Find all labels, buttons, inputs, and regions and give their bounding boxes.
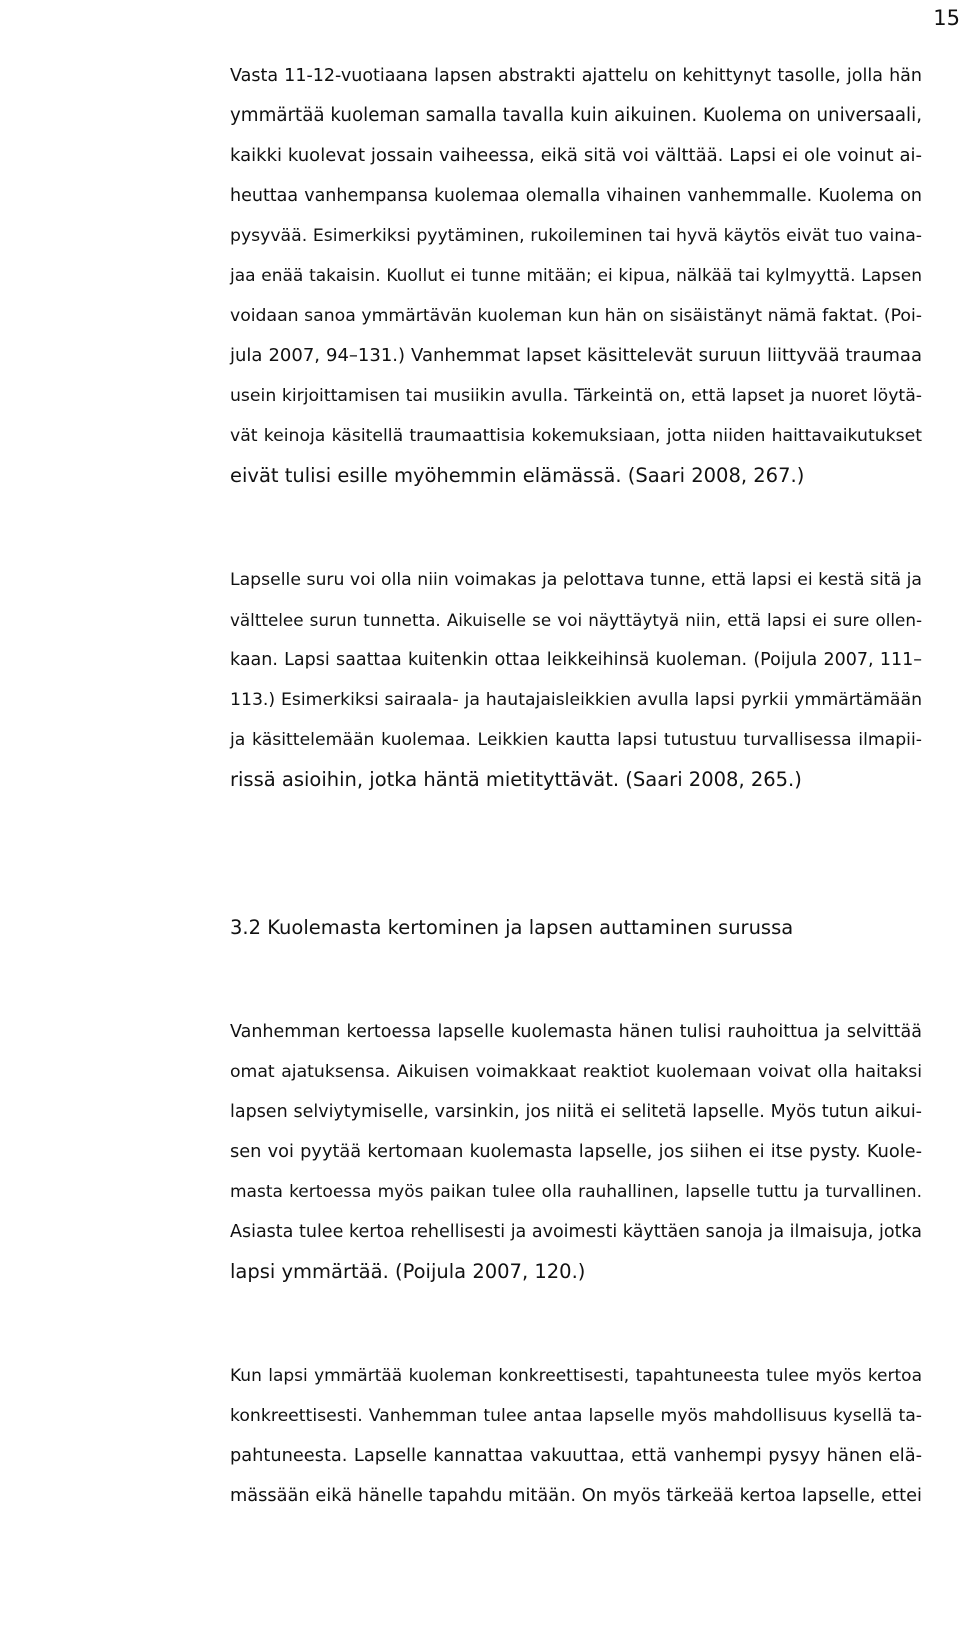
page-number: 15 [933, 6, 960, 30]
paragraph-1-line-4: heuttaa vanhempansa kuolemaa olemalla vihainen vanhemmalle. Kuolema on [230, 186, 922, 206]
paragraph-2-line-3: kaan. Lapsi saattaa kuitenkin ottaa leikkeihinsä kuoleman. (Poijula 2007, 111– [230, 650, 922, 670]
paragraph-3-line-4: sen voi pyytää kertomaan kuolemasta lapselle, jos siihen ei itse pysty. Kuole- [230, 1142, 922, 1162]
paragraph-3-line-6: Asiasta tulee kertoa rehellisesti ja avoimesti käyttäen sanoja ja ilmaisuja, jotka [230, 1222, 922, 1242]
paragraph-1-line-1: Vasta 11-12-vuotiaana lapsen abstrakti ajattelu on kehittynyt tasolle, jolla hän [230, 66, 922, 86]
paragraph-3-line-3: lapsen selviytymiselle, varsinkin, jos niitä ei selitetä lapselle. Myös tutun aikui- [230, 1102, 922, 1122]
paragraph-4-line-1: Kun lapsi ymmärtää kuoleman konkreettisesti, tapahtuneesta tulee myös kertoa [230, 1366, 922, 1386]
paragraph-3-line-7: lapsi ymmärtää. (Poijula 2007, 120.) [230, 1260, 586, 1283]
paragraph-1-line-7: voidaan sanoa ymmärtävän kuoleman kun hän on sisäistänyt nämä faktat. (Poi- [230, 306, 922, 326]
paragraph-3-line-1: Vanhemman kertoessa lapselle kuolemasta hänen tulisi rauhoittua ja selvittää [230, 1022, 922, 1042]
section-heading: 3.2 Kuolemasta kertominen ja lapsen auttaminen surussa [230, 916, 794, 939]
paragraph-2-line-2: välttelee surun tunnetta. Aikuiselle se voi näyttäytyä niin, että lapsi ei sure ollen- [230, 610, 922, 630]
paragraph-4-line-4: mässään eikä hänelle tapahdu mitään. On myös tärkeää kertoa lapselle, ettei [230, 1486, 922, 1506]
paragraph-1-line-3: kaikki kuolevat jossain vaiheessa, eikä sitä voi välttää. Lapsi ei ole voinut ai- [230, 145, 922, 166]
paragraph-3-line-2: omat ajatuksensa. Aikuisen voimakkaat reaktiot kuolemaan voivat olla haitaksi [230, 1062, 922, 1082]
paragraph-4-line-2: konkreettisesti. Vanhemman tulee antaa lapselle myös mahdollisuus kysellä ta- [230, 1406, 922, 1426]
paragraph-1-line-11: eivät tulisi esille myöhemmin elämässä. (Saari 2008, 267.) [230, 464, 805, 487]
paragraph-3-line-5: masta kertoessa myös paikan tulee olla rauhallinen, lapselle tuttu ja turvallinen. [230, 1182, 922, 1202]
paragraph-1-line-2: ymmärtää kuoleman samalla tavalla kuin aikuinen. Kuolema on universaali, [230, 105, 922, 126]
paragraph-1-line-8: jula 2007, 94–131.) Vanhemmat lapset käsittelevät suruun liittyvää traumaa [230, 345, 922, 366]
paragraph-2-line-5: ja käsittelemään kuolemaa. Leikkien kautta lapsi tutustuu turvallisessa ilmapii- [230, 730, 922, 750]
paragraph-1-line-10: vät keinoja käsitellä traumaattisia kokemuksiaan, jotta niiden haittavaikutukset [230, 426, 922, 446]
paragraph-1-line-9: usein kirjoittamisen tai musiikin avulla. Tärkeintä on, että lapset ja nuoret löytä- [230, 386, 922, 406]
paragraph-2-line-1: Lapselle suru voi olla niin voimakas ja pelottava tunne, että lapsi ei kestä sitä ja [230, 570, 922, 590]
paragraph-1-line-5: pysyvää. Esimerkiksi pyytäminen, rukoileminen tai hyvä käytös eivät tuo vaina- [230, 226, 922, 246]
paragraph-2-line-6: rissä asioihin, jotka häntä mietityttävät. (Saari 2008, 265.) [230, 768, 802, 791]
paragraph-2-line-4: 113.) Esimerkiksi sairaala- ja hautajaisleikkien avulla lapsi pyrkii ymmärtämään [230, 690, 922, 710]
paragraph-4-line-3: pahtuneesta. Lapselle kannattaa vakuuttaa, että vanhempi pysyy hänen elä- [230, 1446, 922, 1466]
paragraph-1-line-6: jaa enää takaisin. Kuollut ei tunne mitään; ei kipua, nälkää tai kylmyyttä. Lapsen [230, 266, 922, 286]
